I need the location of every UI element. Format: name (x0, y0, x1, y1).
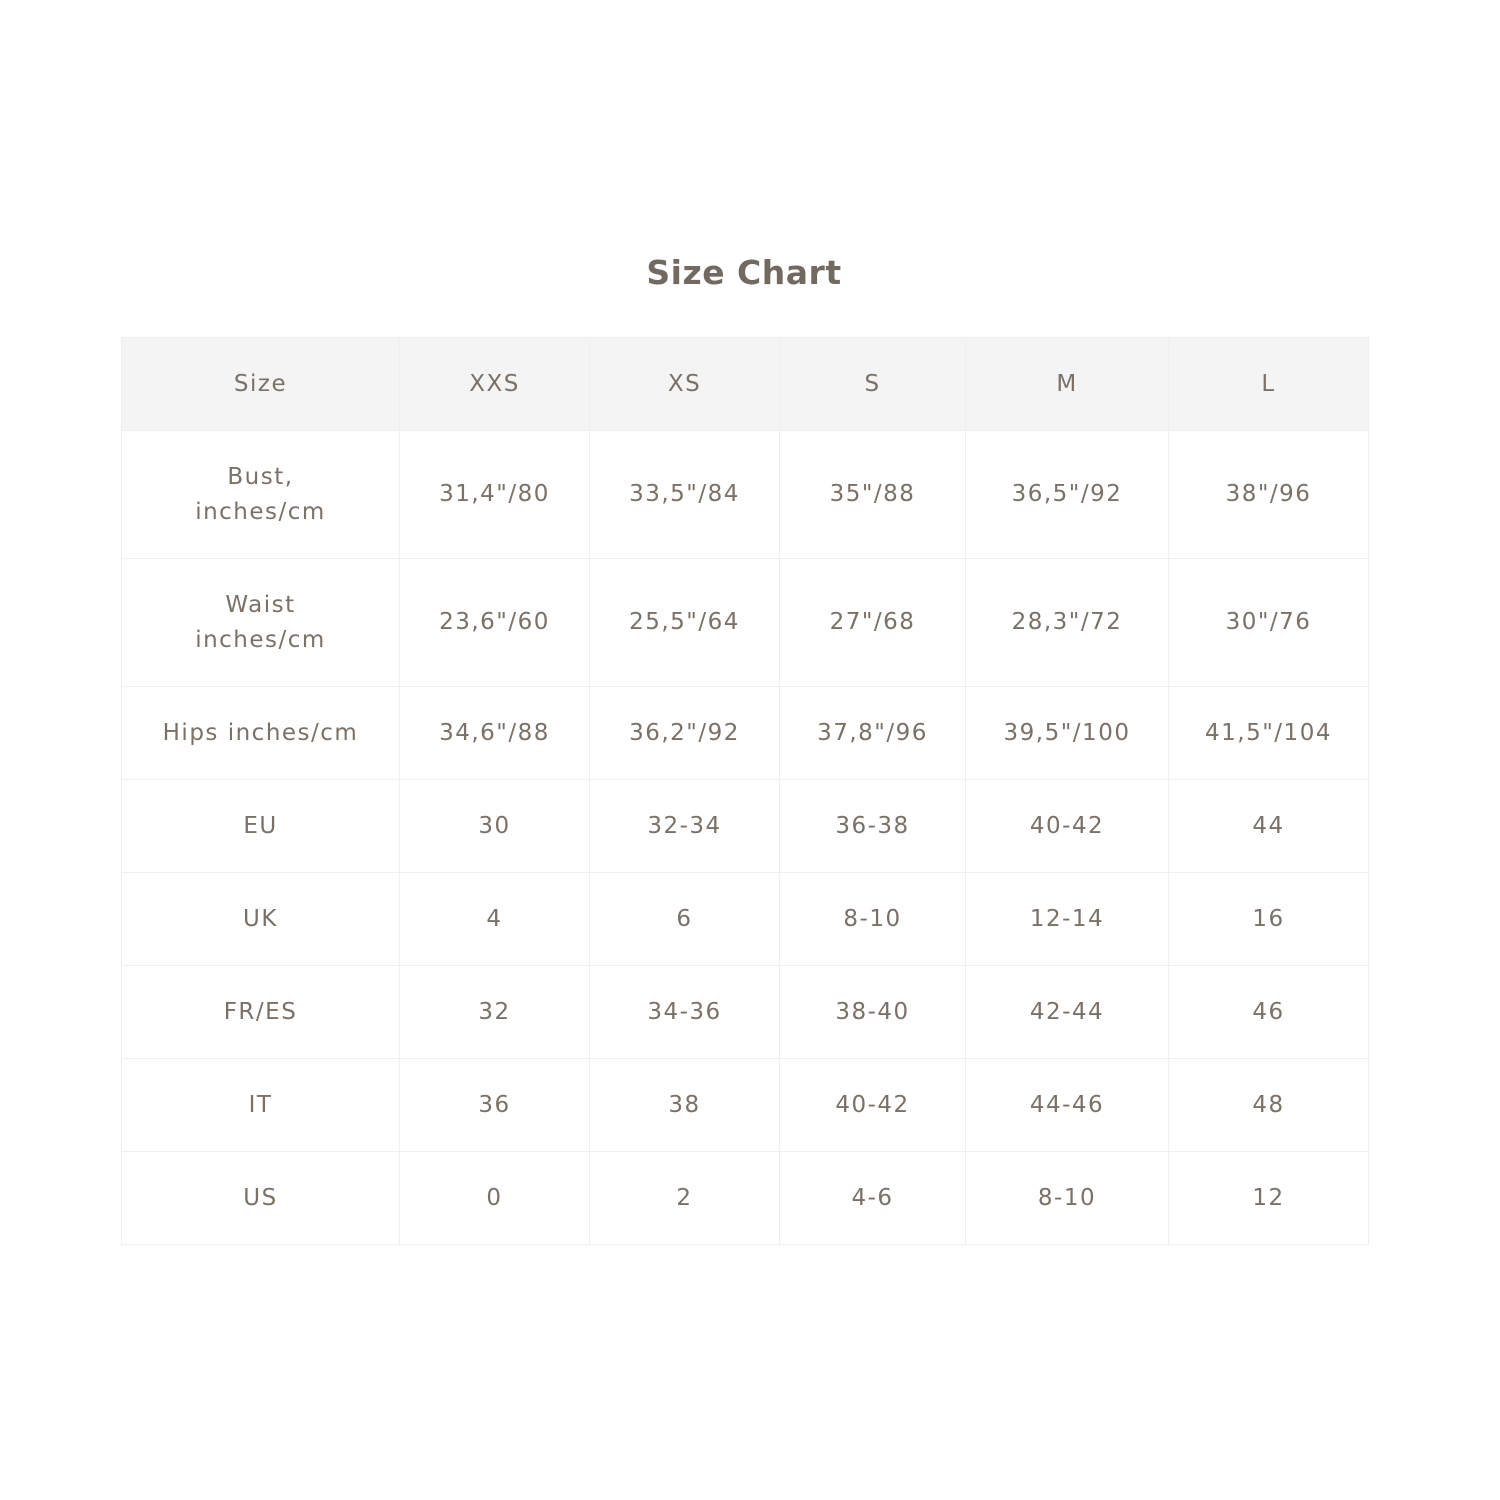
header-row (122, 338, 1369, 431)
row-label (122, 873, 400, 966)
table-cell: 30 (400, 780, 590, 873)
row-label-line: EU (243, 812, 278, 839)
header-cell: Size (122, 338, 400, 431)
table-cell: 6 (590, 873, 780, 966)
table-cell: 32-34 (590, 780, 780, 873)
table-cell: 40-42 (966, 780, 1169, 873)
row-label (122, 780, 400, 873)
row-label-line: Bust, (227, 463, 294, 490)
row-label (122, 559, 400, 687)
row-label (122, 966, 400, 1059)
row-label-line: UK (243, 905, 278, 932)
size-chart-table (121, 337, 1369, 1245)
page-title: Size Chart (646, 253, 842, 292)
table-cell: 36,5"/92 (966, 431, 1169, 559)
table-cell: 25,5"/64 (590, 559, 780, 687)
header-cell: S (780, 338, 966, 431)
row-label-line: FR/ES (223, 998, 298, 1025)
row-label-line: US (243, 1184, 278, 1211)
table-cell: 8-10 (966, 1152, 1169, 1245)
header-cell: XS (590, 338, 780, 431)
table-cell: 34-36 (590, 966, 780, 1059)
row-label-line: Hips inches/cm (162, 719, 359, 746)
table-cell: 40-42 (780, 1059, 966, 1152)
table-cell: 42-44 (966, 966, 1169, 1059)
table-cell: 44 (1169, 780, 1369, 873)
table-cell: 38"/96 (1169, 431, 1369, 559)
table-cell: 37,8"/96 (780, 687, 966, 780)
row-label-line: inches/cm (195, 498, 326, 525)
row-label (122, 1059, 400, 1152)
table-cell: 34,6"/88 (400, 687, 590, 780)
table-cell: 28,3"/72 (966, 559, 1169, 687)
table-row (122, 966, 1369, 1059)
table-cell: 4-6 (780, 1152, 966, 1245)
table-row (122, 1059, 1369, 1152)
row-label-line: inches/cm (195, 626, 326, 653)
header-cell: M (966, 338, 1169, 431)
table-cell: 39,5"/100 (966, 687, 1169, 780)
table-cell: 35"/88 (780, 431, 966, 559)
table-row (122, 1152, 1369, 1245)
table-cell: 36 (400, 1059, 590, 1152)
table-cell: 0 (400, 1152, 590, 1245)
table-cell: 12-14 (966, 873, 1169, 966)
table-cell: 27"/68 (780, 559, 966, 687)
header-cell: L (1169, 338, 1369, 431)
table-cell: 33,5"/84 (590, 431, 780, 559)
table-cell: 31,4"/80 (400, 431, 590, 559)
table-cell: 30"/76 (1169, 559, 1369, 687)
table-cell: 16 (1169, 873, 1369, 966)
table-cell: 46 (1169, 966, 1369, 1059)
table-row (122, 559, 1369, 687)
table-cell: 41,5"/104 (1169, 687, 1369, 780)
table-cell: 32 (400, 966, 590, 1059)
table-cell: 44-46 (966, 1059, 1169, 1152)
table-row (122, 431, 1369, 559)
table-cell: 36,2"/92 (590, 687, 780, 780)
table-cell: 38-40 (780, 966, 966, 1059)
table-cell: 48 (1169, 1059, 1369, 1152)
table-cell: 4 (400, 873, 590, 966)
row-label (122, 1152, 400, 1245)
table-cell: 12 (1169, 1152, 1369, 1245)
row-label (122, 687, 400, 780)
row-label (122, 431, 400, 559)
header-cell: XXS (400, 338, 590, 431)
table-row (122, 687, 1369, 780)
row-label-line: Waist (225, 591, 296, 618)
table-cell: 8-10 (780, 873, 966, 966)
row-label-line: IT (248, 1091, 273, 1118)
table-cell: 36-38 (780, 780, 966, 873)
table-row (122, 780, 1369, 873)
table-cell: 23,6"/60 (400, 559, 590, 687)
table-row (122, 873, 1369, 966)
table-cell: 38 (590, 1059, 780, 1152)
table-cell: 2 (590, 1152, 780, 1245)
